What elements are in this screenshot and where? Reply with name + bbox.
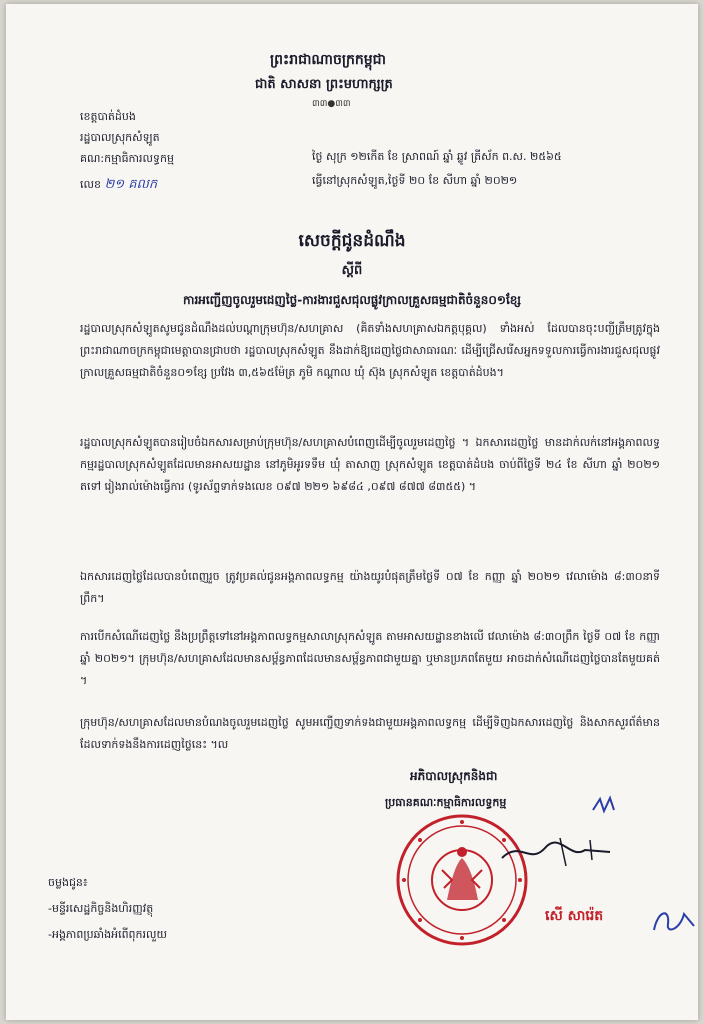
kingdom-heading: ព្រះរាជាណាចក្រកម្ពុជា — [270, 52, 387, 68]
signature-scribble — [500, 830, 620, 870]
reference-label: លេខ — [80, 178, 101, 191]
paragraph-2: រដ្ឋបាលស្រុកសំឡូតបានរៀបចំឯកសារសម្រាប់ក្រុមហ៊ុន/សហគ្រាសបំពេញដើម្បីចូលរួមដេញថ្លៃ ។ ឯកសារដេញថ្លៃ មានដាក់លក់នៅអង្គភាពលទ្ធកម្មរដ្ឋបាលស្រុកសំឡូតដែលមានអាសយដ្ឋាន នៅភូមិអូរទទឹម ឃុំ តាសាញ ស្រុកសំឡូត ខេត្តបាត់ដំបង ចាប់ពីថ្ងៃទី ២៤ ខែ សីហា ឆ្នាំ ២០២១ តទៅ រៀងរាល់ម៉ោងធ្វើការ (ទូរស័ព្ទទាក់ទងលេខ ០៩៧ ២២១ ៦៩៨៤ ,០៩៧ ៨៧៧ ៨៣៥៥) ។ — [80, 436, 660, 493]
signatory-name: សើ សារ៉េត — [545, 908, 604, 924]
header-ornament: ៣៣●៣៣ — [312, 99, 351, 109]
initials-mark — [590, 795, 630, 815]
about-label: ស្តីពី — [341, 263, 363, 278]
margin-signature — [650, 900, 700, 940]
issuer-province: ខេត្តបាត់ដំបង — [80, 110, 136, 123]
cc-label: ចម្លងជូន៖ — [48, 876, 88, 889]
signatory-title: អភិបាលស្រុកនិងជា — [410, 769, 498, 783]
reference-number — [80, 176, 157, 195]
document-subject: ការអញ្ជើញចូលរួមដេញថ្លៃ-ការងារជួសជុលផ្លូវក្រាលគ្រួសធម្មជាតិចំនួន០១ខ្សែ — [183, 293, 521, 307]
paragraph-1: រដ្ឋបាលស្រុកសំឡូតសូមជូនដំណឹងដល់បណ្តាក្រុមហ៊ុន/សហគ្រាស (គិតទាំងសហគ្រាសឯកត្តបុគ្គល) ទាំងអស់ ដែលបានចុះបញ្ជីត្រឹមត្រូវក្នុងព្រះរាជាណាចក្រកម្ពុជាមេត្តាបានជ្រាបថា រដ្ឋបាលស្រុកសំឡូត នឹងដាក់ឱ្យដេញថ្លៃជាសាធារណៈ ដើម្បីជ្រើសរើសអ្នកទទួលការធ្វើការងារជួសជុលផ្លូវក្រាលគ្រួសធម្មជាតិចំនួន០១ខ្សែ ប្រវែង ៣,៥៦៥ម៉ែត្រ ភូមិ កណ្តាល ឃុំ ស៊ុង ស្រុកសំឡូត ខេត្តបាត់ដំបង។ — [80, 322, 660, 379]
cc-item: -អង្គភាពប្រឆាំងអំពើពុករលួយ — [48, 928, 167, 941]
place-date: ធ្វើនៅស្រុកសំឡូត,ថ្ងៃទី ២០ ខែ សីហា ឆ្នាំ ២០២១ — [312, 174, 518, 187]
lunar-date: ថ្ងៃ សុក្រ ១២កើត ខែ ស្រាពណ៍ ឆ្នាំ ឆ្លូវ ត្រីស័ក ព.ស. ២៥៦៥ — [312, 150, 562, 163]
reference-value: ២១ គលក — [104, 177, 158, 192]
signatory-subtitle: ប្រធានគណៈកម្មាធិការលទ្ធកម្ម — [385, 796, 507, 809]
paragraph-3: ឯកសារដេញថ្លៃដែលបានបំពេញរួច ត្រូវប្រគល់ជូនអង្គភាពលទ្ធកម្ម យ៉ាងយូរបំផុតត្រឹមថ្ងៃទី ០៧ ខែ កញ្ញា ឆ្នាំ ២០២១ វេលាម៉ោង ៨:៣០នាទីព្រឹក។ — [80, 570, 660, 605]
issuer-committee: គណ:កម្មាធិការលទ្ធកម្ម — [80, 152, 174, 165]
issuer-district: រដ្ឋបាលស្រុកសំឡូត — [80, 131, 160, 144]
paragraph-4: ការបើកសំណើដេញថ្លៃ នឹងប្រព្រឹត្តទៅនៅអង្គភាពលទ្ធកម្មសាលាស្រុកសំឡូត តាមអាសយដ្ឋានខាងលើ វេលាម៉ោង ៨:៣០ព្រឹក ថ្ងៃទី ០៧ ខែ កញ្ញា ឆ្នាំ ២០២១។ ក្រុមហ៊ុន/សហគ្រាសដែលមានសម្ព័ន្ធភាពដែលមានសម្ព័ន្ធភាពជាមួយគ្នា ឬមានប្រភពតែមួយ អាចដាក់សំណើដេញថ្លៃបានតែមួយគត់ ។ — [80, 630, 660, 687]
document-title: សេចក្តីជូនដំណឹង — [298, 231, 406, 251]
national-motto: ជាតិ សាសនា ព្រះមហាក្សត្រ — [255, 77, 393, 92]
cc-item: -មន្ទីរសេដ្ឋកិច្ចនិងហិរញ្ញវត្ថុ — [48, 902, 154, 915]
paragraph-5: ក្រុមហ៊ុន/សហគ្រាសដែលមានបំណងចូលរួមដេញថ្លៃ សូមអញ្ជើញទាក់ទងជាមួយអង្គភាពលទ្ធកម្ម ដើម្បីទិញឯកសារដេញថ្លៃ និងសាកសួរព័ត៌មាន ដែលទាក់ទងនឹងការដេញថ្លៃនេះ ។ល — [80, 716, 660, 751]
